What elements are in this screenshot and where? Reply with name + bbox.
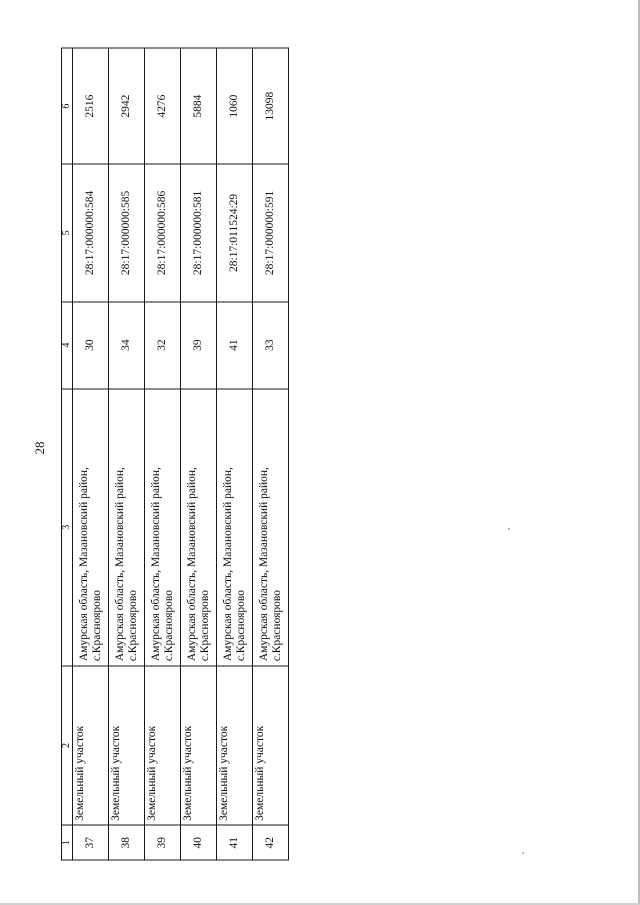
- address: [253, 389, 289, 666]
- column-4-value: 30: [73, 302, 109, 389]
- table-row: [181, 48, 217, 860]
- address-line-1: Амурская область, Мазановский район,: [77, 467, 90, 662]
- column-number-4: 4: [62, 302, 73, 389]
- row-number: 42: [253, 825, 289, 860]
- scan-speck: [508, 528, 510, 530]
- column-number-1: 1: [62, 825, 73, 860]
- address: [181, 389, 217, 666]
- table-row: [217, 48, 253, 860]
- column-number-3: 3: [62, 389, 73, 666]
- object-type: Земельный участок: [145, 666, 181, 826]
- address-line-2: с.Красноярово: [90, 589, 103, 662]
- address: [217, 389, 253, 666]
- address-line-1: Амурская область, Мазановский район,: [185, 467, 198, 662]
- column-number-row: [62, 48, 73, 860]
- column-4-value: 32: [145, 302, 181, 389]
- column-6-value: 13098: [253, 48, 289, 164]
- column-6-value: 2516: [73, 48, 109, 164]
- object-type: Земельный участок: [109, 666, 145, 826]
- address: [109, 389, 145, 666]
- row-number: 40: [181, 825, 217, 860]
- object-type: Земельный участок: [181, 666, 217, 826]
- address-line-2: с.Красноярово: [270, 589, 283, 662]
- table-row: [253, 48, 289, 860]
- address-line-2: с.Красноярово: [198, 589, 211, 662]
- cadastral-number: 28:17:000000:591: [253, 164, 289, 301]
- address-line-1: Амурская область, Мазановский район,: [257, 467, 270, 662]
- address: [73, 389, 109, 666]
- address-line-1: Амурская область, Мазановский район,: [149, 467, 162, 662]
- address: [145, 389, 181, 666]
- cadastral-number: 28:17:000000:581: [181, 164, 217, 301]
- column-4-value: 34: [109, 302, 145, 389]
- row-number: 41: [217, 825, 253, 860]
- column-4-value: 33: [253, 302, 289, 389]
- row-number: 39: [145, 825, 181, 860]
- page-number-text: 28: [32, 441, 47, 455]
- table-row: [73, 48, 109, 860]
- object-type: Земельный участок: [253, 666, 289, 826]
- land-plot-table: [61, 48, 289, 861]
- column-6-value: 5884: [181, 48, 217, 164]
- object-type: Земельный участок: [73, 666, 109, 826]
- column-4-value: 39: [181, 302, 217, 389]
- address-line-2: с.Красноярово: [126, 589, 139, 662]
- column-6-value: 1060: [217, 48, 253, 164]
- object-type: Земельный участок: [217, 666, 253, 826]
- scan-speck: [522, 852, 524, 854]
- column-4-value: 41: [217, 302, 253, 389]
- row-number: 37: [73, 825, 109, 860]
- rotated-table-container: [61, 48, 283, 861]
- column-6-value: 2942: [109, 48, 145, 164]
- column-number-6: 6: [62, 48, 73, 164]
- row-number: 38: [109, 825, 145, 860]
- cadastral-number: 28:17:000000:584: [73, 164, 109, 301]
- table-row: [145, 48, 181, 860]
- column-6-value: 4276: [145, 48, 181, 164]
- column-number-2: 2: [62, 666, 73, 826]
- column-number-5: 5: [62, 164, 73, 301]
- cadastral-number: 28:17:000000:586: [145, 164, 181, 301]
- address-line-2: с.Красноярово: [234, 589, 247, 662]
- table-row: [109, 48, 145, 860]
- address-line-1: Амурская область, Мазановский район,: [221, 467, 234, 662]
- cadastral-number: 28:17:011524:29: [217, 164, 253, 301]
- address-line-1: Амурская область, Мазановский район,: [113, 467, 126, 662]
- address-line-2: с.Красноярово: [162, 589, 175, 662]
- cadastral-number: 28:17:000000:585: [109, 164, 145, 301]
